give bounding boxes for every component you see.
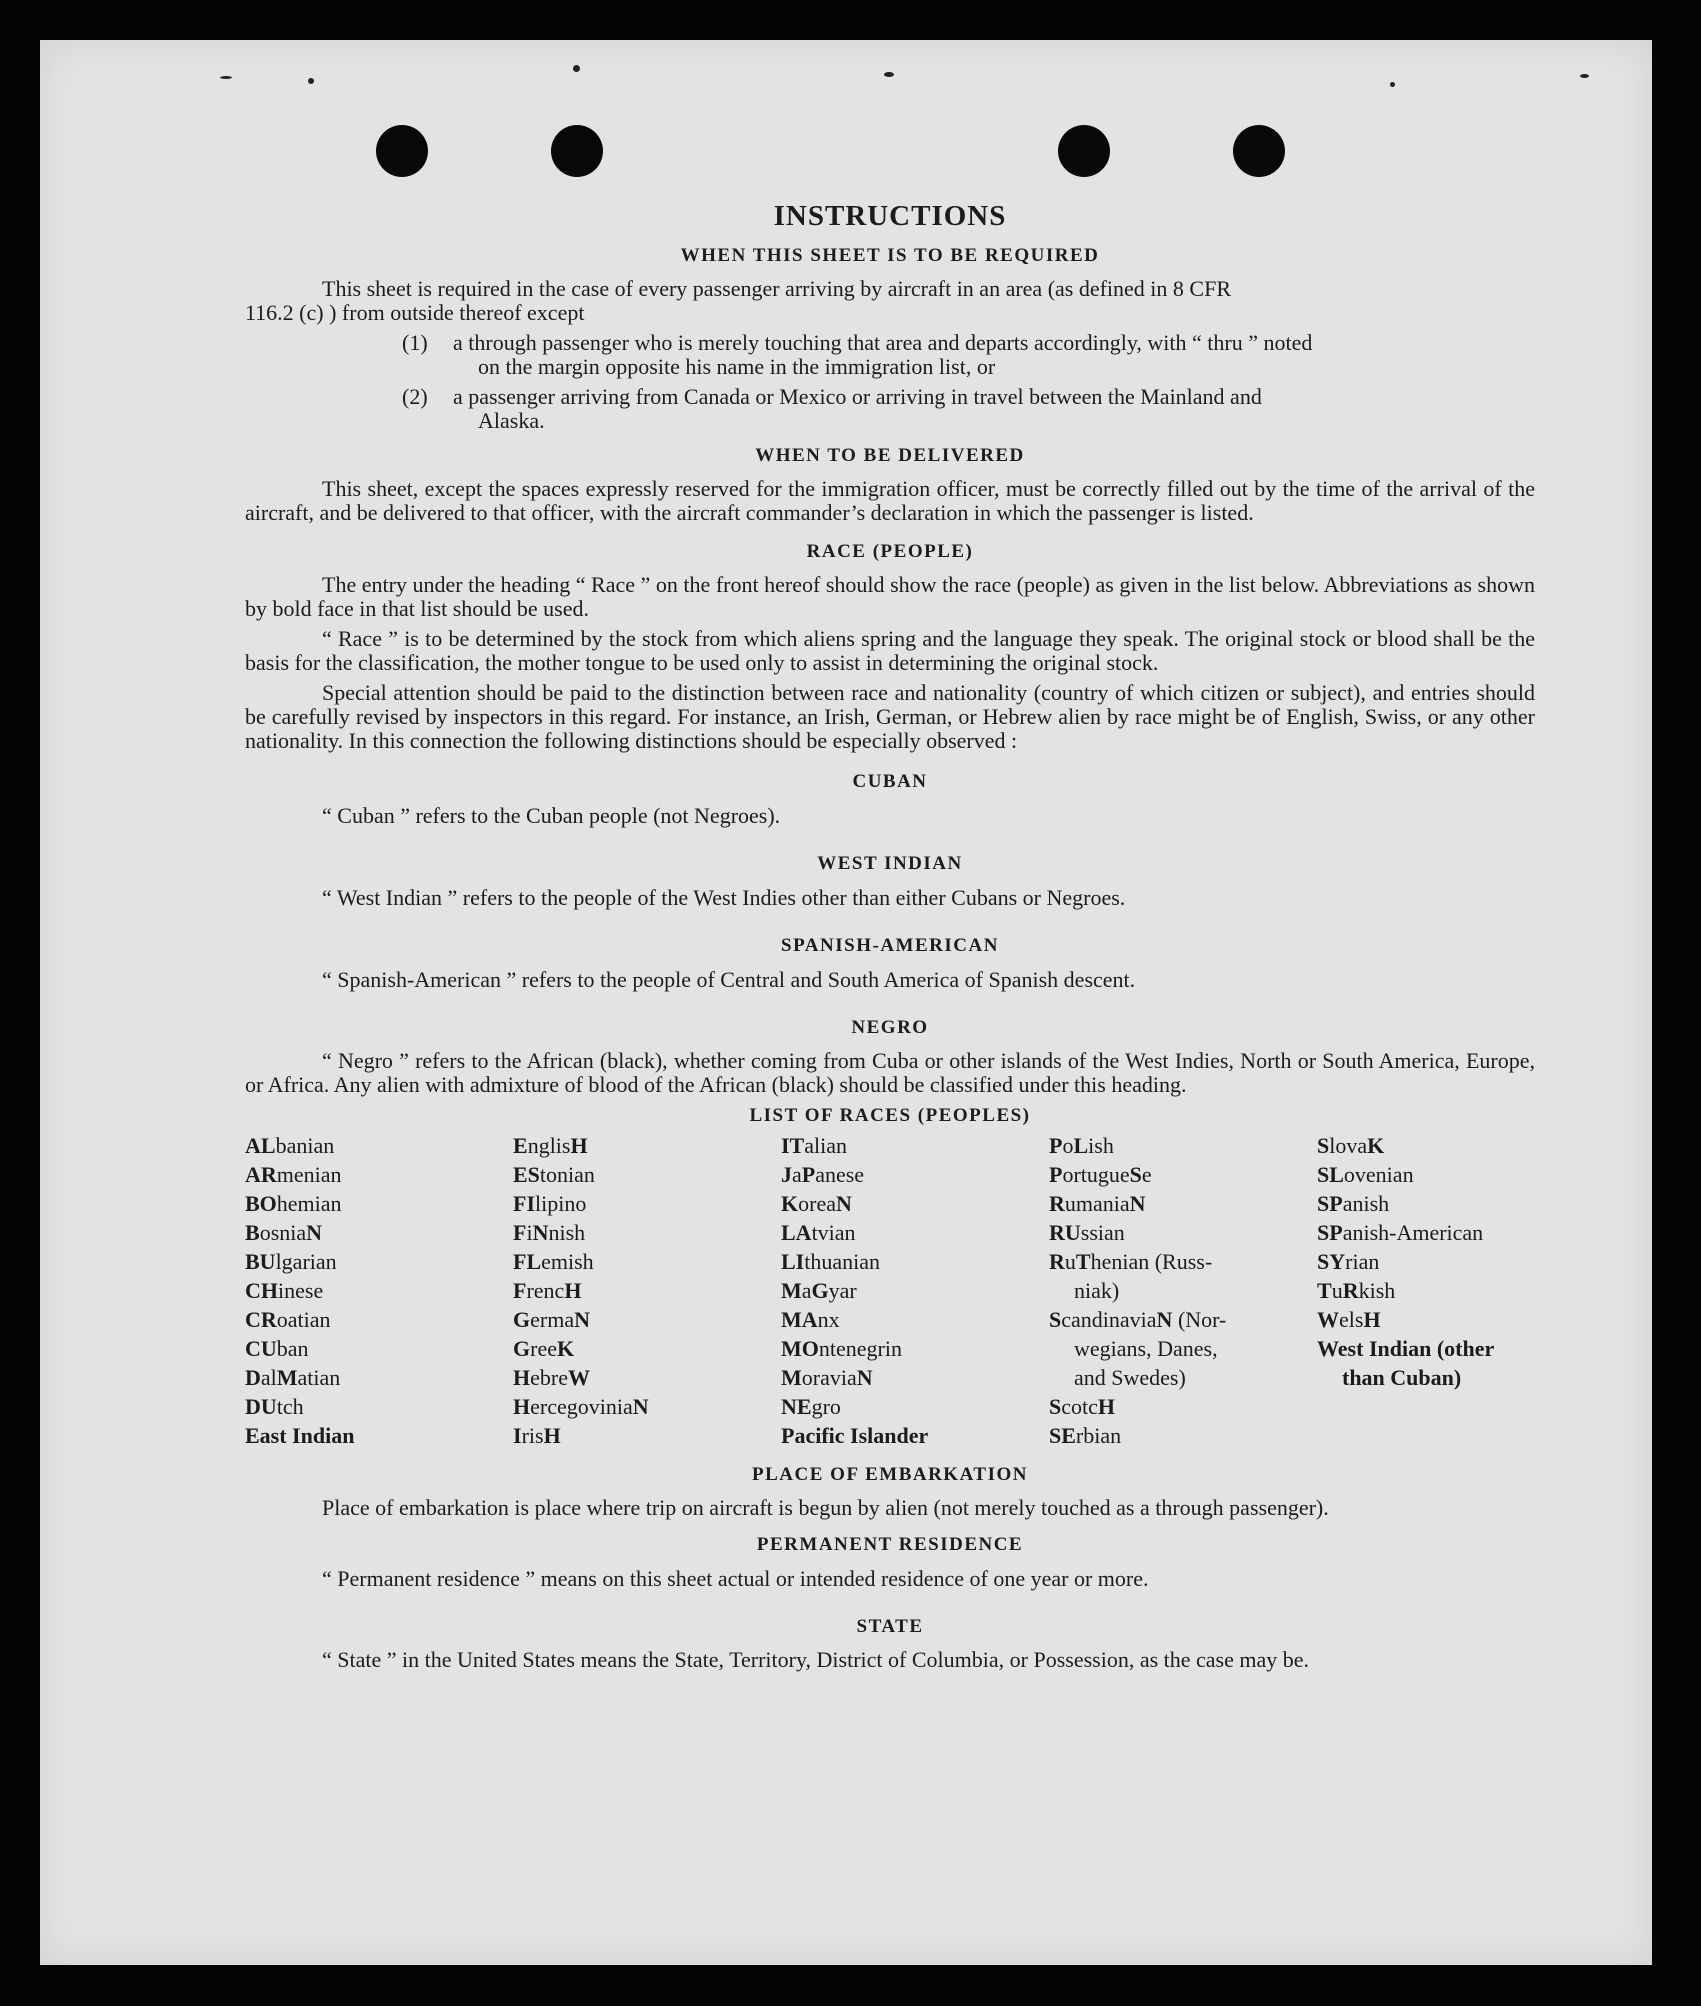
- race-column: [781, 1131, 1049, 1450]
- race-entry: CRoatian: [245, 1307, 331, 1332]
- race-entry: SPanish-American: [1317, 1220, 1484, 1245]
- race-entry: HercegoviniaN: [513, 1394, 649, 1419]
- section-heading: LIST OF RACES (PEOPLES): [749, 1105, 1031, 1126]
- race-entry: DUtch: [245, 1394, 304, 1419]
- paragraph: Special attention should be paid to the distinction between race and nationality (country of which citizen or subject), and entries should be carefully revised by inspectors in this regard. For instance, an Irish, German, or Hebrew alien by race might be of English, Swiss, or any other nationality. In this connection the following distinctions should be especially observed :: [245, 680, 1535, 753]
- race-entry: ScotcH: [1049, 1394, 1116, 1419]
- punch-hole: [1058, 125, 1110, 177]
- race-column: [1049, 1131, 1317, 1450]
- section-heading: PERMANENT RESIDENCE: [756, 1534, 1024, 1555]
- speck: [1580, 74, 1589, 78]
- race-entry: LAtvian: [781, 1220, 856, 1245]
- paragraph: “ Permanent residence ” means on this sheet actual or intended residence of one year or more.: [322, 1566, 1149, 1591]
- race-entry: PoLish: [1049, 1133, 1114, 1158]
- race-entry: SLovenian: [1317, 1162, 1414, 1187]
- paragraph: This sheet is required in the case of every passenger arriving by aircraft in an area (as defined in 8 CFR: [322, 276, 1232, 301]
- paragraph: “ Cuban ” refers to the Cuban people (not Negroes).: [322, 803, 781, 828]
- race-entry: SPanish: [1317, 1191, 1390, 1216]
- race-entry: RuThenian (Russ-: [1049, 1249, 1213, 1274]
- paragraph: “ State ” in the United States means the State, Territory, District of Columbia, or Possession, as the case may be.: [322, 1647, 1310, 1672]
- race-entry: than Cuban): [1342, 1365, 1462, 1390]
- race-entry: MaGyar: [781, 1278, 857, 1303]
- race-entry: SErbian: [1049, 1423, 1122, 1448]
- race-entry: SYrian: [1317, 1249, 1380, 1274]
- punch-hole: [1233, 125, 1285, 177]
- race-entry: CHinese: [245, 1278, 324, 1303]
- paragraph: Place of embarkation is place where trip on aircraft is begun by alien (not merely touched as a through passenger).: [322, 1495, 1329, 1520]
- section-heading: RACE (PEOPLE): [806, 541, 974, 562]
- race-entry: PortugueSe: [1049, 1162, 1152, 1187]
- paragraph: “ Spanish-American ” refers to the people of Central and South America of Spanish descent.: [322, 967, 1136, 992]
- race-entry: ARmenian: [245, 1162, 342, 1187]
- race-entry: DalMatian: [245, 1365, 341, 1390]
- section-heading: NEGRO: [851, 1017, 929, 1038]
- race-entry: KoreaN: [781, 1191, 852, 1216]
- section-heading: WHEN THIS SHEET IS TO BE REQUIRED: [680, 245, 1100, 266]
- race-entry: SlovaK: [1317, 1133, 1385, 1158]
- race-entry: BUlgarian: [245, 1249, 337, 1274]
- race-entry: and Swedes): [1074, 1365, 1186, 1390]
- race-entry: FrencH: [513, 1278, 582, 1303]
- race-entry: HebreW: [513, 1365, 590, 1390]
- race-entry: BOhemian: [245, 1191, 342, 1216]
- race-entry: FiNnish: [513, 1220, 586, 1245]
- list-item: (2) a passenger arriving from Canada or Mexico or arriving in travel between the Mainland and Alaska.: [402, 384, 1262, 433]
- race-entry: GermaN: [513, 1307, 590, 1332]
- punch-hole: [551, 125, 603, 177]
- speck: [220, 76, 232, 79]
- race-entry: Pacific Islander: [781, 1423, 929, 1448]
- race-list: [245, 1131, 1535, 1450]
- race-entry: WelsH: [1317, 1307, 1381, 1332]
- race-entry: ALbanian: [245, 1133, 335, 1158]
- race-entry: RUssian: [1049, 1220, 1125, 1245]
- race-column: [1317, 1131, 1535, 1450]
- paragraph-line: 116.2 (c) ) from outside thereof except: [245, 300, 585, 325]
- race-entry: niak): [1074, 1278, 1120, 1303]
- paragraph: The entry under the heading “ Race ” on the front hereof should show the race (people) as given in the list below. Abbreviations as shown by bold face in that list should be used.: [245, 572, 1535, 621]
- race-entry: JaPanese: [781, 1162, 865, 1187]
- speck: [573, 65, 580, 72]
- race-column: [245, 1131, 513, 1450]
- section-heading: PLACE OF EMBARKATION: [752, 1464, 1028, 1485]
- punch-hole: [376, 125, 428, 177]
- race-entry: NEgro: [781, 1394, 841, 1419]
- paragraph: “ Race ” is to be determined by the stock from which aliens spring and the language they speak. The original stock or blood shall be the basis for the classification, the mother tongue to be used only to assist in determining the original stock.: [245, 626, 1535, 675]
- race-entry: LIthuanian: [781, 1249, 881, 1274]
- section-heading: SPANISH-AMERICAN: [781, 935, 999, 956]
- paragraph: “ West Indian ” refers to the people of the West Indies other than either Cubans or Negroes.: [322, 885, 1126, 910]
- race-entry: CUban: [245, 1336, 309, 1361]
- race-entry: RumaniaN: [1049, 1191, 1146, 1216]
- race-entry: ITalian: [781, 1133, 848, 1158]
- paragraph: This sheet, except the spaces expressly reserved for the immigration officer, must be correctly filled out by the time of the arrival of the aircraft, and be delivered to that officer, with the aircraft commander’s declaration in which the passenger is listed.: [245, 476, 1535, 525]
- race-entry: EnglisH: [513, 1133, 588, 1158]
- race-entry: wegians, Danes,: [1074, 1336, 1218, 1361]
- race-entry: MoraviaN: [781, 1365, 873, 1390]
- race-entry: ScandinaviaN (Nor-: [1049, 1307, 1227, 1332]
- speck: [308, 78, 314, 84]
- race-entry: FIlipino: [513, 1191, 587, 1216]
- race-entry: EStonian: [513, 1162, 595, 1187]
- section-heading: WEST INDIAN: [817, 853, 963, 874]
- section-heading: STATE: [856, 1616, 924, 1637]
- section-heading: CUBAN: [852, 771, 928, 792]
- race-entry: MOntenegrin: [781, 1336, 902, 1361]
- race-entry: GreeK: [513, 1336, 575, 1361]
- speck: [1390, 82, 1395, 87]
- list-item: (1) a through passenger who is merely touching that area and departs accordingly, with “ thru ” noted on the margin opposite his name in the immigration list, or: [402, 330, 1313, 379]
- race-entry: BosniaN: [245, 1220, 323, 1245]
- document-sheet: [40, 40, 1652, 1965]
- instructions-body: [245, 200, 1535, 1672]
- race-entry: East Indian: [245, 1423, 355, 1448]
- section-heading: WHEN TO BE DELIVERED: [755, 445, 1025, 466]
- page-title: INSTRUCTIONS: [773, 200, 1007, 232]
- race-column: [513, 1131, 781, 1450]
- race-entry: MAnx: [781, 1307, 840, 1332]
- race-entry: IrisH: [513, 1423, 561, 1448]
- race-entry: West Indian (other: [1317, 1336, 1495, 1361]
- speck: [884, 72, 894, 77]
- race-entry: FLemish: [513, 1249, 594, 1274]
- race-entry: TuRkish: [1317, 1278, 1396, 1303]
- paragraph: “ Negro ” refers to the African (black), whether coming from Cuba or other islands of the West Indies, North or South America, Europe, or Africa. Any alien with admixture of blood of the African (black) should be classified under this heading.: [245, 1048, 1535, 1097]
